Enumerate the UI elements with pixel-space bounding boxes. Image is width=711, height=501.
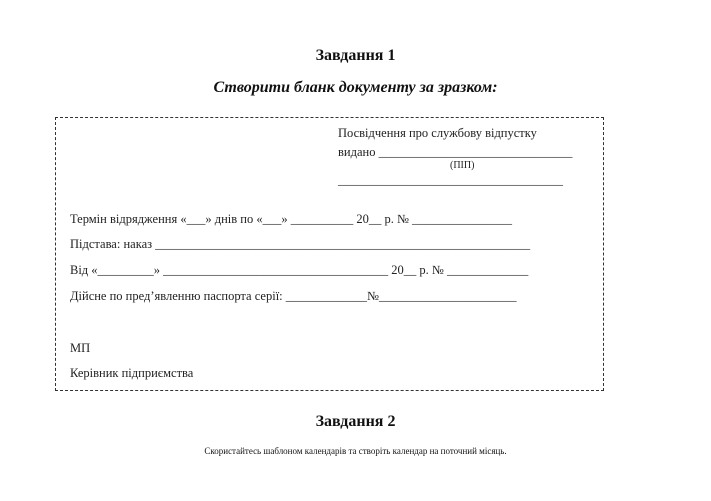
certificate-title: Посвідчення про службову відпустку (338, 126, 537, 140)
term-line: Термін відрядження «___» днів по «___» __________ 20__ р. № ________________ (70, 212, 512, 226)
head-of-company-label: Керівник підприємства (70, 366, 194, 380)
from-line: Від «_________» ____________________________________ 20__ р. № _____________ (70, 263, 529, 277)
task2-text: Скористайтесь шаблоном календарів та створіть календар на поточний місяць. (204, 446, 507, 456)
task1-subheading: Створити бланк документу за зразком: (213, 79, 498, 96)
task1-heading: Завдання 1 (315, 47, 396, 64)
issued-to-blank-line: ____________________________________ (338, 173, 563, 187)
basis-line: Підстава: наказ ____________________________________________________________ (70, 237, 531, 251)
stamp-label: МП (70, 341, 91, 355)
issued-to-line: видано _______________________________ (338, 145, 573, 159)
passport-valid-line: Дійсне по пред’явленню паспорта серії: _____________№______________________ (70, 289, 517, 303)
task2-heading: Завдання 2 (315, 413, 396, 430)
pip-label: (ПІП) (450, 160, 475, 171)
